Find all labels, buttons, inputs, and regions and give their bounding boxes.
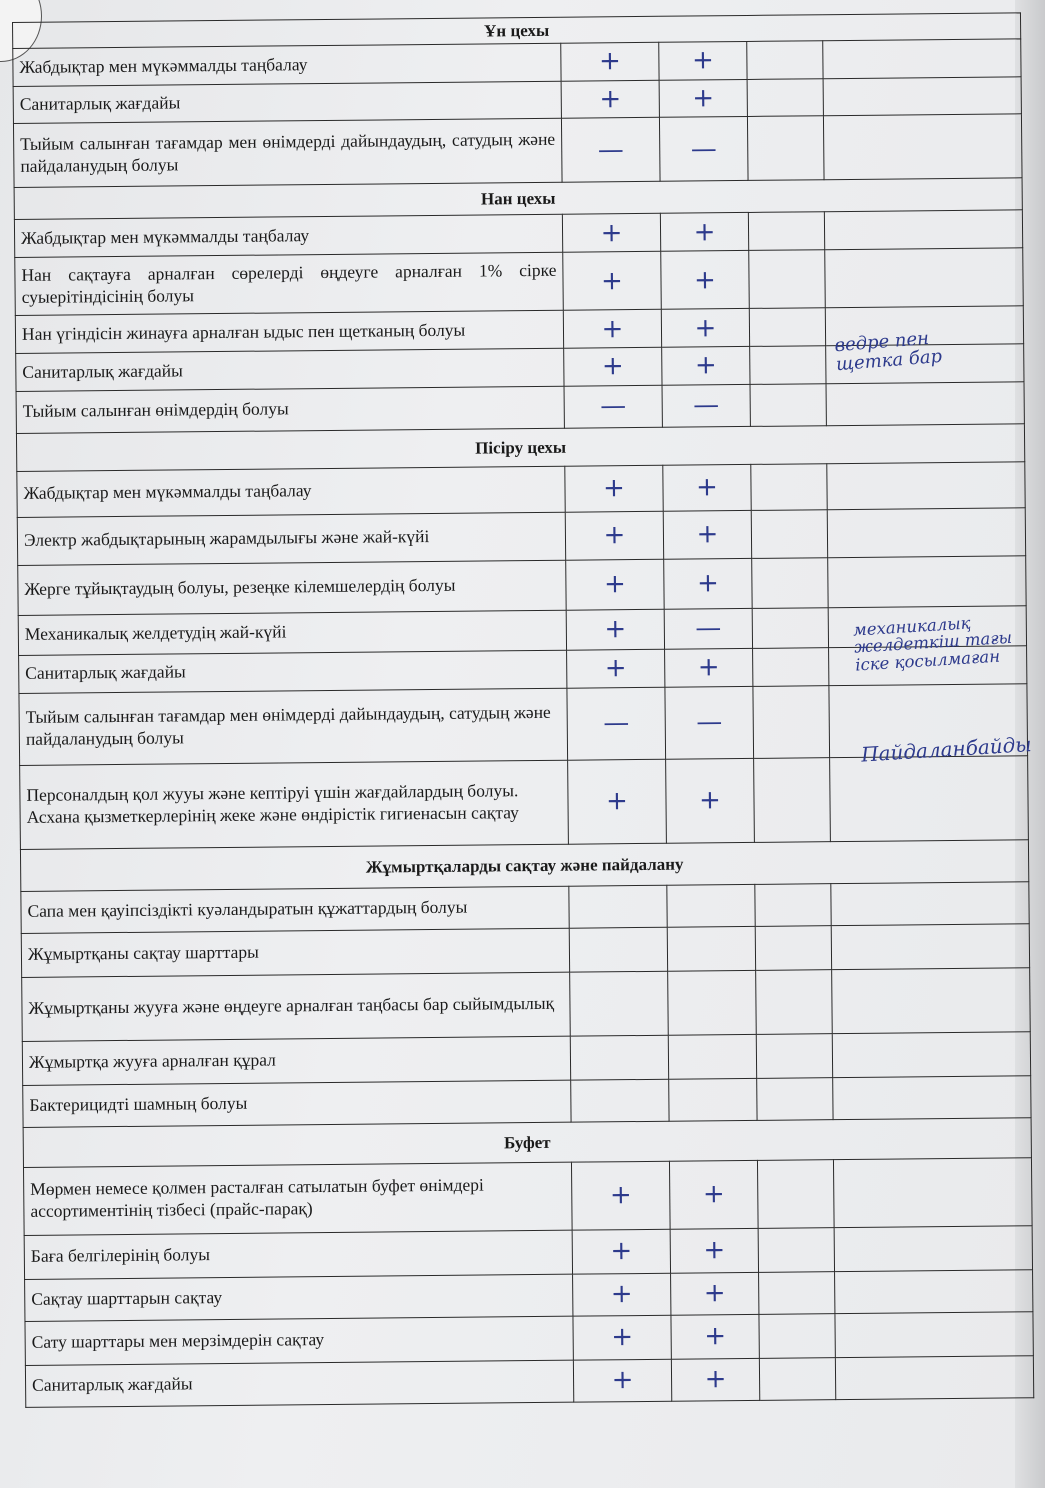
mark-cell-2: + — [671, 1358, 759, 1401]
criterion-text: Жабдықтар мен мүкәммалды таңбалау — [13, 43, 561, 86]
empty-cell — [747, 78, 823, 116]
remarks-cell — [824, 210, 1022, 250]
mark-cell-1: + — [566, 559, 664, 610]
criterion-text: Санитарлық жағдайы — [19, 650, 567, 693]
empty-cell — [751, 509, 827, 558]
empty-cell — [747, 41, 823, 79]
section-title: Нан цехы — [14, 178, 1022, 220]
mark-cell-2: + — [670, 1228, 758, 1273]
mark-cell-2: + — [671, 1272, 759, 1315]
criterion-text: Санитарлық жағдайы — [25, 1360, 573, 1407]
mark-cell-1 — [570, 971, 669, 1036]
mark-cell-2: + — [661, 251, 750, 310]
criterion-text: Тыйым салынған тағамдар мен өнімдерді дайындаудың, сатудың және пайдаланудың болуы — [19, 688, 568, 765]
remarks-cell — [835, 1356, 1033, 1400]
remarks-cell — [823, 39, 1021, 78]
mark-cell-2: — — [662, 384, 750, 427]
section-title: Жұмыртқаларды сақтау және пайдалану — [20, 840, 1028, 892]
empty-cell — [757, 1077, 833, 1120]
mark-cell-2: + — [659, 42, 747, 80]
criterion-text: Персоналдың қол жууы және кептіруі үшін жағдайлардың болуы. Асхана қызметкерлерінің жеке және өндірістік гигиенасын сақтау — [20, 760, 569, 849]
empty-cell — [752, 557, 828, 608]
empty-cell — [756, 1033, 832, 1078]
criterion-text: Санитарлық жағдайы — [13, 81, 561, 124]
mark-cell-1: + — [565, 465, 663, 512]
criterion-text: Жерге тұйықтаудың болуы, резеңке кілемшелердің болуы — [18, 560, 566, 615]
mark-cell-1: + — [562, 214, 660, 253]
remarks-cell — [833, 1158, 1032, 1228]
remarks-cell — [823, 77, 1021, 116]
mark-cell-2: + — [666, 758, 755, 843]
mark-cell-2: + — [665, 648, 753, 687]
remarks-cell — [832, 968, 1031, 1034]
mark-cell-2: + — [659, 79, 747, 117]
empty-cell — [752, 607, 828, 648]
mark-cell-1: — — [561, 118, 660, 183]
mark-cell-1 — [571, 1079, 669, 1122]
criterion-text: Нан сақтауға арналған сөрелерді өңдеуге арналған 1% сірке суыерітіндісінің болуы — [15, 252, 564, 315]
remarks-cell — [833, 1076, 1031, 1120]
mark-cell-1 — [569, 927, 667, 972]
criterion-text: Санитарлық жағдайы — [16, 348, 564, 391]
section-title: Ұн цехы — [13, 13, 1021, 49]
criterion-text: Тыйым салынған тағамдар мен өнімдерді дайындаудың, сатудың және пайдаланудың болуы — [13, 118, 562, 187]
remarks-cell — [823, 114, 1022, 180]
remarks-cell — [827, 508, 1026, 558]
empty-cell — [755, 925, 831, 970]
empty-cell — [748, 212, 824, 251]
empty-cell — [751, 463, 827, 510]
handwritten-note-bread-brush: ведре пен щетка бар — [833, 327, 943, 376]
empty-cell — [755, 883, 831, 926]
table-row — [13, 114, 1022, 188]
criterion-text: Нан үгіндісін жинауға арналған ыдыс пен щетканың болуы — [15, 310, 563, 353]
mark-cell-2: + — [664, 558, 752, 609]
section-title: Пісіру цехы — [16, 424, 1024, 472]
checklist-table — [12, 12, 1034, 1407]
mark-cell-1: + — [561, 43, 659, 81]
inspection-sheet — [12, 12, 1044, 1462]
criterion-text: Тыйым салынған өнімдердің болуы — [16, 386, 564, 433]
criterion-text: Сату шарттары мен мерзімдерін сақтау — [25, 1316, 573, 1365]
mark-cell-2: + — [661, 309, 749, 348]
empty-cell — [749, 308, 825, 347]
mark-cell-1: + — [572, 1229, 670, 1274]
mark-cell-2: + — [662, 347, 750, 385]
criterion-text: Электр жабдықтарының жарамдылығы және жай-күйі — [17, 512, 565, 565]
mark-cell-2 — [667, 926, 755, 971]
criterion-text: Мөрмен немесе қолмен расталған сатылатын буфет өнімдері ассортиментінің тізбесі (прайс-парақ) — [23, 1162, 572, 1235]
criterion-text: Жұмыртқаны сақтау шарттары — [21, 928, 569, 977]
mark-cell-1: — — [567, 687, 666, 760]
mark-cell-2: — — [665, 686, 754, 759]
handwritten-note-ventilation: механикалық желдеткіш тағы іске қосылмаған — [852, 613, 1013, 675]
empty-cell — [759, 1313, 835, 1358]
mark-cell-2: + — [660, 213, 748, 252]
mark-cell-2: + — [669, 1160, 758, 1229]
empty-cell — [758, 1227, 834, 1272]
mark-cell-1: — — [564, 385, 662, 428]
table-row — [20, 756, 1029, 850]
mark-cell-2: + — [671, 1314, 759, 1359]
criterion-text: Жабдықтар мен мүкәммалды таңбалау — [14, 214, 562, 257]
criterion-text: Сапа мен қауіпсіздікті куәландыратын құжаттардың болуы — [21, 886, 569, 933]
criterion-text: Жабдықтар мен мүкәммалды таңбалау — [17, 466, 565, 517]
mark-cell-1 — [569, 885, 667, 928]
mark-cell-2: — — [659, 117, 748, 182]
empty-cell — [753, 685, 830, 758]
mark-cell-1: + — [564, 348, 662, 386]
mark-cell-1: + — [568, 759, 667, 844]
table-row — [15, 248, 1024, 316]
remarks-cell — [827, 462, 1025, 510]
mark-cell-1: + — [573, 1315, 671, 1360]
empty-cell — [757, 1159, 834, 1228]
mark-cell-1: + — [563, 252, 662, 311]
mark-cell-2: + — [663, 510, 751, 559]
mark-cell-2 — [669, 1078, 757, 1121]
empty-cell — [756, 969, 833, 1034]
remarks-cell — [831, 882, 1029, 926]
mark-cell-1: + — [571, 1161, 670, 1230]
mark-cell-1: + — [573, 1359, 671, 1402]
remarks-cell — [832, 1032, 1030, 1078]
empty-cell — [754, 757, 831, 842]
table-row — [25, 1356, 1033, 1408]
remarks-cell — [834, 1226, 1032, 1272]
table-row — [23, 1158, 1032, 1236]
mark-cell-1: + — [566, 609, 664, 650]
mark-cell-2 — [668, 970, 757, 1035]
checklist-body — [13, 13, 1034, 1407]
remarks-cell — [831, 924, 1029, 970]
remarks-cell — [828, 556, 1027, 608]
mark-cell-1: + — [573, 1273, 671, 1316]
empty-cell — [750, 346, 826, 384]
criterion-text: Жұмыртқа жууға арналған құрал — [22, 1036, 570, 1085]
mark-cell-1: + — [561, 80, 659, 118]
mark-cell-1: + — [563, 310, 661, 349]
criterion-text: Механикалық желдетудің жай-күйі — [18, 610, 566, 655]
empty-cell — [747, 116, 824, 181]
empty-cell — [750, 383, 826, 426]
remarks-cell — [830, 756, 1029, 842]
mark-cell-2: — — [664, 608, 752, 649]
mark-cell-1: + — [565, 511, 663, 560]
mark-cell-1 — [570, 1035, 668, 1080]
mark-cell-2: + — [663, 464, 751, 511]
criterion-text: Баға белгілерінің болуы — [24, 1230, 572, 1279]
mark-cell-1: + — [567, 649, 665, 688]
criterion-text: Бактерицидті шамның болуы — [23, 1080, 571, 1127]
empty-cell — [753, 647, 829, 686]
mark-cell-2 — [667, 884, 755, 927]
mark-cell-2 — [668, 1034, 756, 1079]
table-row — [22, 968, 1031, 1042]
remarks-cell — [835, 1312, 1033, 1358]
remarks-cell — [825, 248, 1024, 308]
remarks-cell — [826, 382, 1024, 426]
empty-cell — [759, 1357, 835, 1400]
empty-cell — [759, 1271, 835, 1314]
criterion-text: Сақтау шарттарын сақтау — [25, 1274, 573, 1321]
handwritten-note-prohibited: Пайдаланбайды — [860, 732, 1033, 767]
criterion-text: Жұмыртқаны жууға және өңдеуге арналған таңбасы бар сыйымдылық — [22, 972, 571, 1041]
remarks-cell — [835, 1270, 1033, 1314]
empty-cell — [749, 250, 826, 309]
section-title: Буфет — [23, 1118, 1031, 1168]
